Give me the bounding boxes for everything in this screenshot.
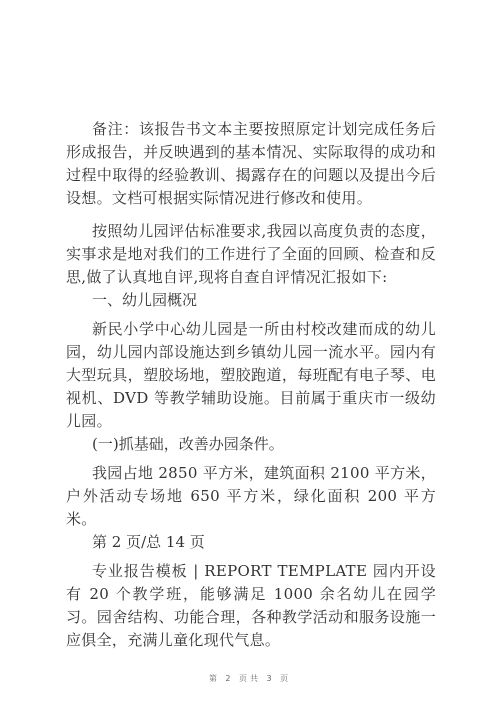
page-footer: 第 2 页共 3 页 xyxy=(208,674,292,683)
area-paragraph: 我园占地 2850 平方米，建筑面积 2100 平方米，户外活动专场地 650 平方米，绿化面积 200 平方米。 xyxy=(66,464,436,528)
note-paragraph: 备注：该报告书文本主要按照原定计划完成任务后形成报告，并反映遇到的基本情况、实际取得的成功和过程中取得的经验教训、揭露存在的问题以及提出今后设想。文档可根据实际情况进行修改和使用。 xyxy=(66,120,436,207)
intro-paragraph: 按照幼儿园评估标准要求,我园以高度负责的态度，实事求是地对我们的工作进行了全面的回顾、检查和反思,做了认真地自评,现将自查自评情况汇报如下: xyxy=(66,222,436,286)
overview-paragraph: 新民小学中心幼儿园是一所由村校改建而成的幼儿园，幼儿园内部设施达到乡镇幼儿园一流水平。园内有大型玩具，塑胶场地，塑胶跑道，每班配有电子琴、电视机、DVD 等教学辅助设施。目前属于重庆市一级幼儿园。 xyxy=(66,320,436,430)
document-body xyxy=(66,118,436,652)
section-heading-overview: 一、幼儿园概况 xyxy=(92,291,198,309)
template-paragraph: 专业报告模板 | REPORT TEMPLATE 园内开设有 20 个教学班，能够满足 1000 余名幼儿在园学习。园舍结构、功能合理，各种教学活动和服务设施一应俱全，充满儿童化现代气息。 xyxy=(66,562,436,649)
subsection-heading-basics: (一)抓基础，改善办园条件。 xyxy=(92,435,284,453)
page-marker: 第 2 页/总 14 页 xyxy=(92,533,205,551)
